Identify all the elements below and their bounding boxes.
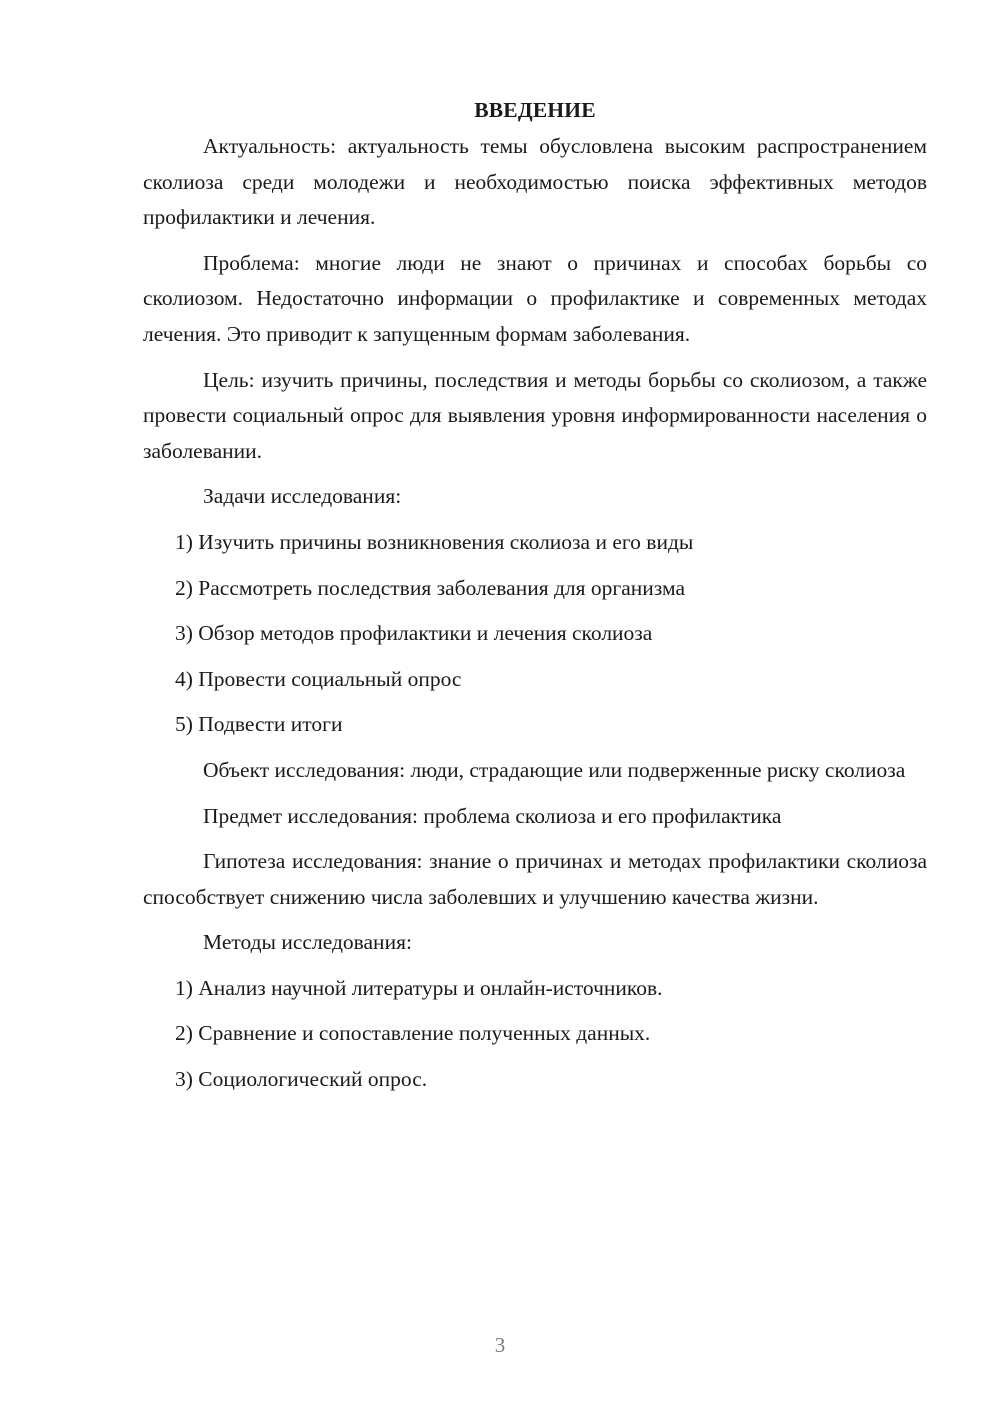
method-item: 1) Анализ научной литературы и онлайн-источников. [175, 975, 663, 1000]
method-item: 3) Социологический опрос. [175, 1067, 428, 1092]
relevance-paragraph: Актуальность: актуальность темы обусловлена высоким распространением сколиоза среди молодежи и необходимостью поиска эффективных методов профилактики и лечения. [143, 134, 927, 230]
task-item: 3) Обзор методов профилактики и лечения сколиоза [175, 621, 653, 646]
hypothesis-paragraph: Гипотеза исследования: знание о причинах и методах профилактики сколиоза способствует снижению числа заболевших и улучшению качества жизни. [143, 849, 927, 909]
problem-paragraph: Проблема: многие люди не знают о причинах и способах борьбы со сколиозом. Недостаточно информации о профилактике и современных методах лечения. Это приводит к запущенным формам заболевания. [143, 250, 927, 346]
task-item: 1) Изучить причины возникновения сколиоза и его виды [175, 529, 694, 554]
methods-heading: Методы исследования: [203, 930, 412, 955]
method-item: 2) Сравнение и сопоставление полученных данных. [175, 1021, 651, 1046]
page-number: 3 [494, 1333, 506, 1357]
subject-paragraph: Предмет исследования: проблема сколиоза и его профилактика [203, 803, 782, 828]
task-item: 5) Подвести итоги [175, 712, 343, 737]
methods-list [143, 971, 927, 1098]
document-title: ВВЕДЕНИЕ [474, 98, 596, 122]
tasks-list [143, 525, 927, 743]
goal-paragraph: Цель: изучить причины, последствия и методы борьбы со сколиозом, а также провести социальный опрос для выявления уровня информированности населения о заболевании. [143, 367, 927, 463]
task-item: 4) Провести социальный опрос [175, 666, 462, 691]
task-item: 2) Рассмотреть последствия заболевания для организма [175, 575, 685, 600]
object-paragraph: Объект исследования: люди, страдающие или подверженные риску сколиоза [203, 757, 906, 782]
document-page [143, 92, 927, 1108]
tasks-heading: Задачи исследования: [203, 484, 402, 509]
